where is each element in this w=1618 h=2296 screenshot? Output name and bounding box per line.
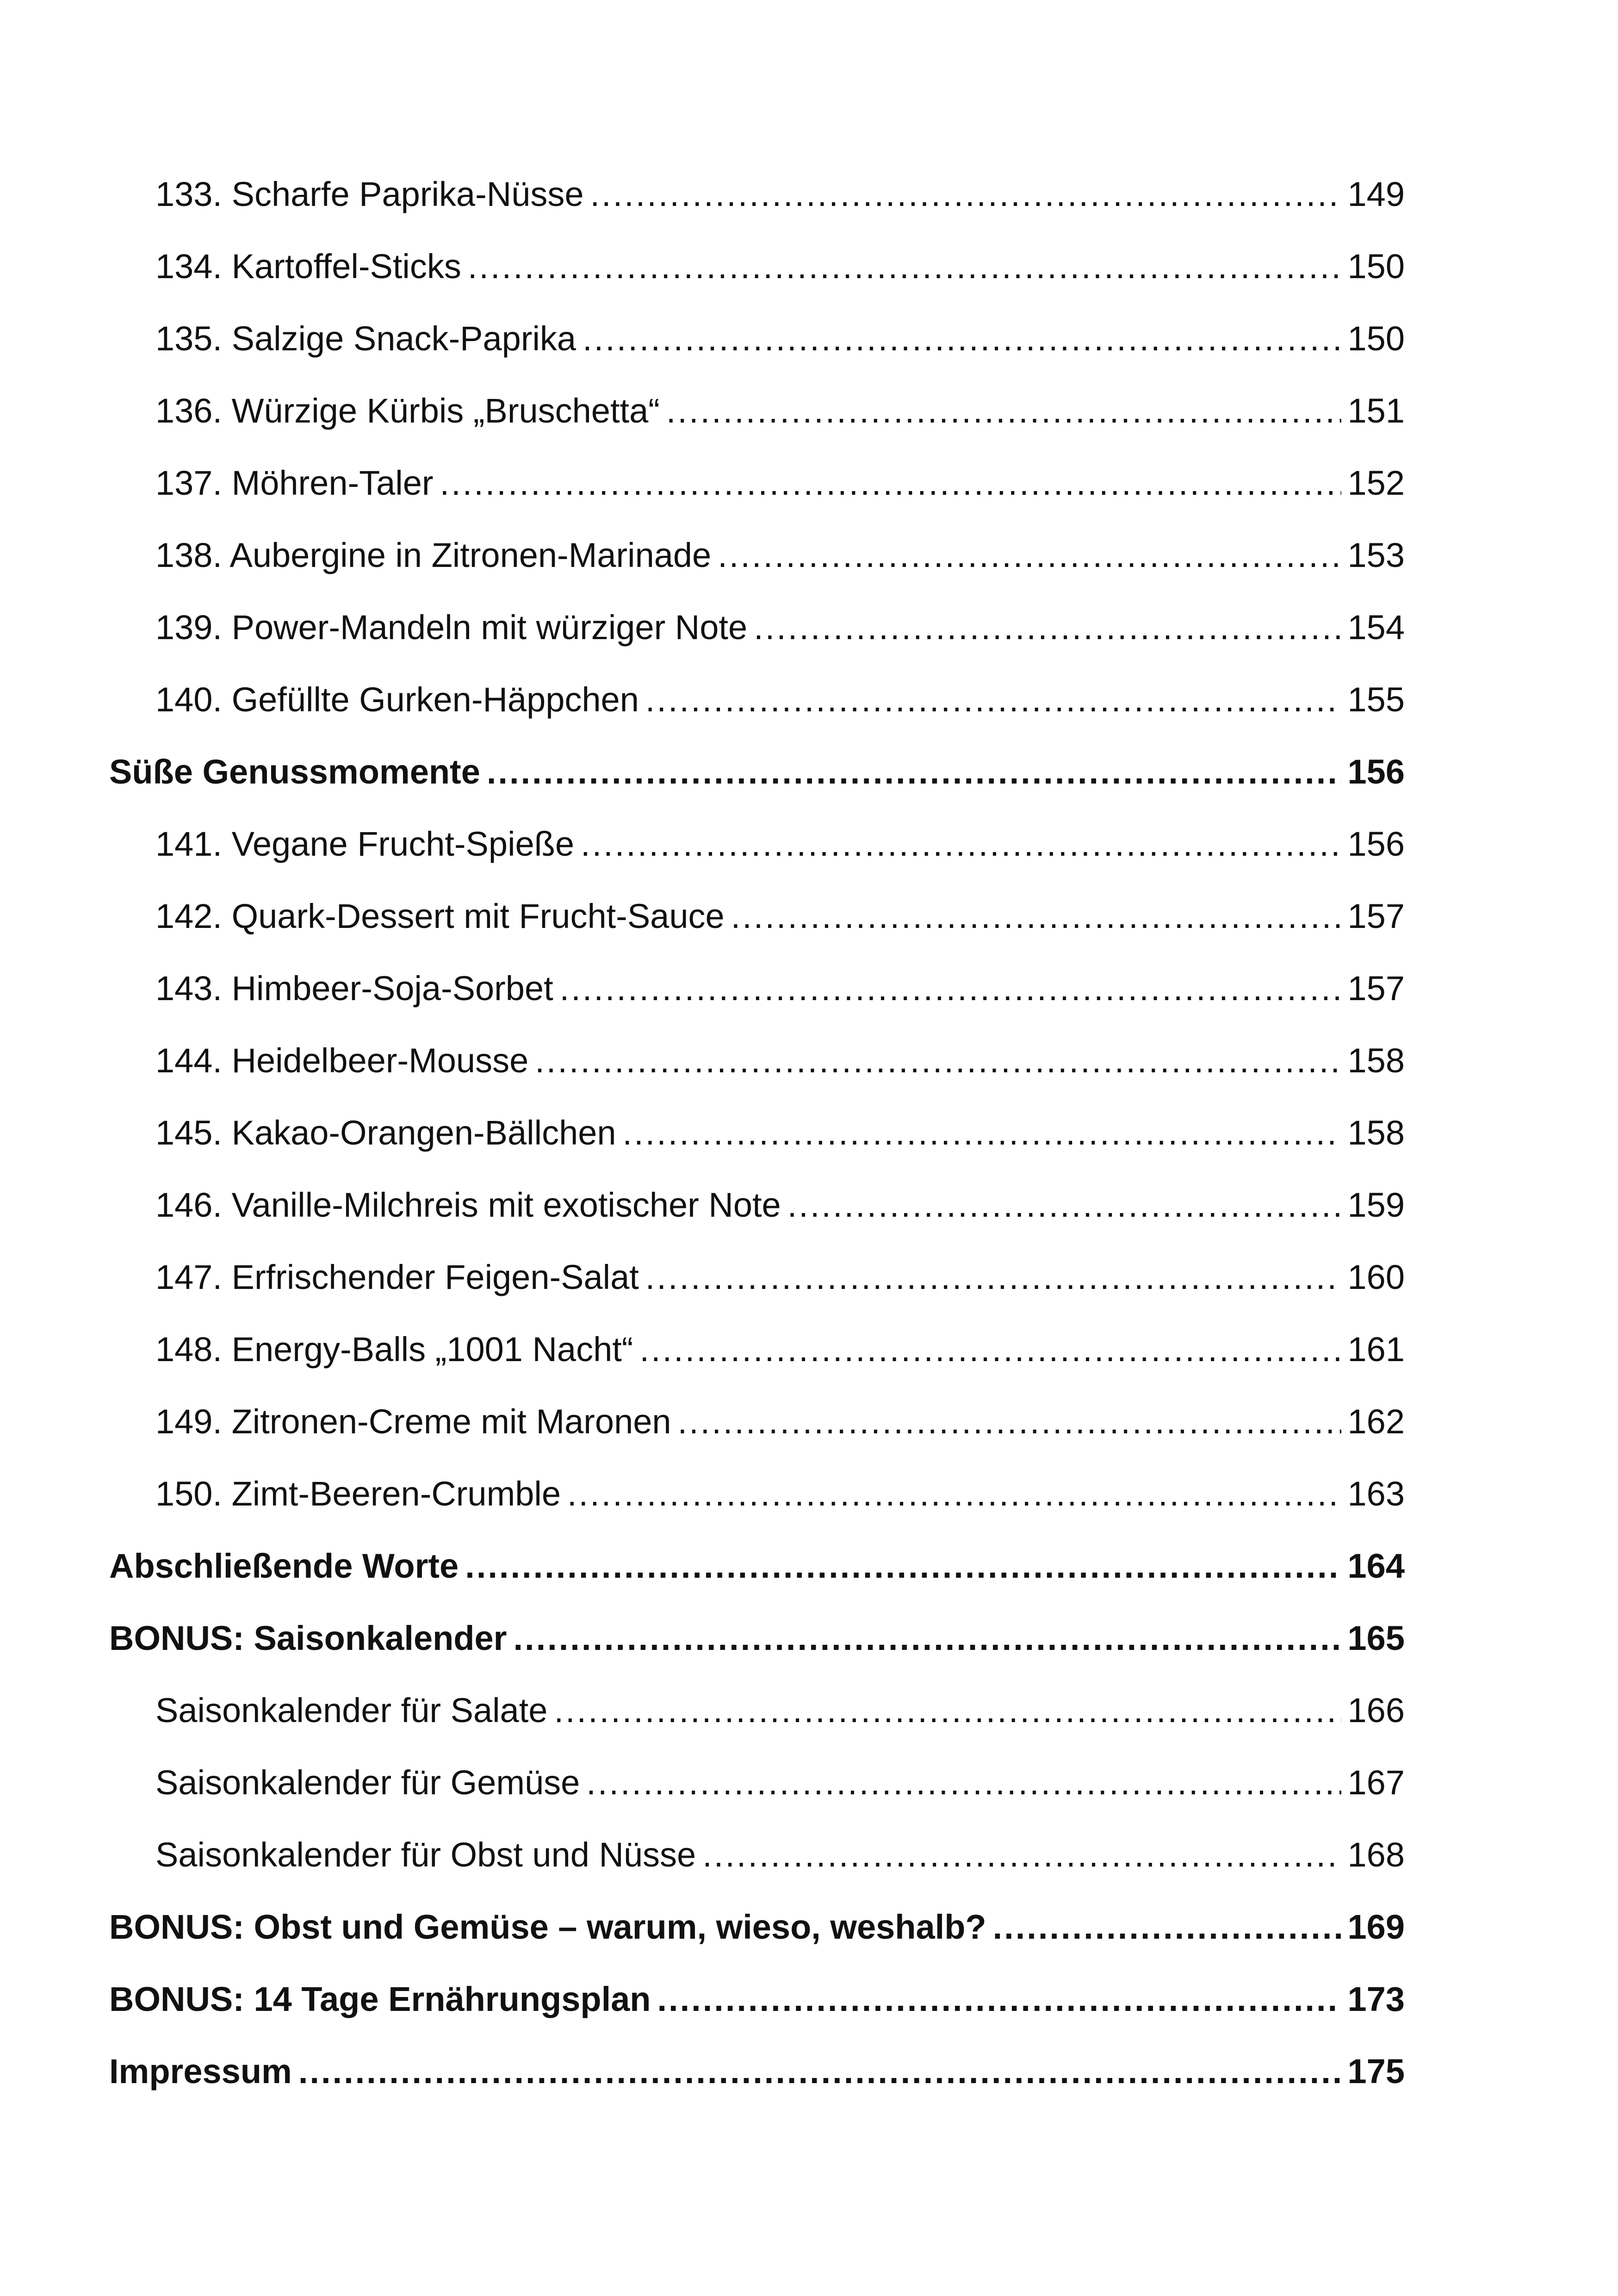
- toc-dot-leader: [678, 1386, 1341, 1458]
- toc-entry[interactable]: [109, 158, 1405, 230]
- toc-chapter-entry[interactable]: [109, 1530, 1405, 1602]
- toc-entry-page-number: 152: [1347, 464, 1405, 502]
- toc-entry-title: 135. Salzige Snack-Paprika: [155, 319, 577, 358]
- toc-dot-leader: [590, 158, 1341, 230]
- toc-entry-title: 138. Aubergine in Zitronen-Marinade: [155, 536, 712, 574]
- toc-entry[interactable]: [109, 1819, 1405, 1891]
- toc-dot-leader: [623, 1097, 1341, 1169]
- toc-entry-page-number: 150: [1347, 247, 1405, 286]
- toc-chapter-entry[interactable]: [109, 1963, 1405, 2035]
- toc-entry-title: BONUS: 14 Tage Ernährungsplan: [109, 1980, 651, 2018]
- toc-dot-leader: [754, 591, 1341, 664]
- toc-entry[interactable]: [109, 1674, 1405, 1747]
- toc-entry-page-number: 158: [1347, 1041, 1405, 1080]
- toc-entry-page-number: 163: [1347, 1475, 1405, 1513]
- toc-entry[interactable]: [109, 447, 1405, 519]
- toc-dot-leader: [586, 1747, 1341, 1819]
- toc-dot-leader: [567, 1458, 1341, 1530]
- toc-dot-leader: [554, 1674, 1341, 1747]
- toc-entry-title: 137. Möhren-Taler: [155, 464, 434, 502]
- toc-entry-page-number: 173: [1347, 1980, 1405, 2018]
- toc-dot-leader: [993, 1891, 1341, 1963]
- toc-entry-page-number: 151: [1347, 392, 1405, 430]
- toc-entry[interactable]: [109, 303, 1405, 375]
- toc-chapter-entry[interactable]: [109, 736, 1405, 808]
- toc-entry-page-number: 156: [1347, 825, 1405, 863]
- toc-entry-page-number: 160: [1347, 1258, 1405, 1296]
- toc-entry-title: 139. Power-Mandeln mit würziger Note: [155, 608, 748, 647]
- toc-entry-page-number: 161: [1347, 1330, 1405, 1369]
- toc-entry[interactable]: [109, 1386, 1405, 1458]
- toc-entry-title: 144. Heidelbeer-Mousse: [155, 1041, 529, 1080]
- toc-dot-leader: [731, 880, 1341, 952]
- toc-dot-leader: [645, 1241, 1341, 1313]
- toc-entry-title: Saisonkalender für Gemüse: [155, 1763, 580, 1802]
- toc-entry[interactable]: [109, 1313, 1405, 1386]
- toc-entry-title: 142. Quark-Dessert mit Frucht-Sauce: [155, 897, 725, 935]
- toc-entry-title: 134. Kartoffel-Sticks: [155, 247, 461, 286]
- toc-dot-leader: [787, 1169, 1341, 1241]
- toc-dot-leader: [581, 808, 1341, 880]
- toc-entry[interactable]: [109, 880, 1405, 952]
- toc-dot-leader: [468, 230, 1341, 303]
- toc-entry-page-number: 155: [1347, 680, 1405, 719]
- toc-entry-title: Abschließende Worte: [109, 1547, 459, 1585]
- toc-entry-page-number: 149: [1347, 175, 1405, 213]
- toc-entry-page-number: 159: [1347, 1186, 1405, 1224]
- toc-entry[interactable]: [109, 664, 1405, 736]
- toc-dot-leader: [535, 1025, 1341, 1097]
- toc-entry-page-number: 157: [1347, 897, 1405, 935]
- toc-entry[interactable]: [109, 230, 1405, 303]
- toc-entry[interactable]: [109, 1458, 1405, 1530]
- toc-entry-title: 136. Würzige Kürbis „Bruschetta“: [155, 392, 660, 430]
- toc-entry[interactable]: [109, 591, 1405, 664]
- toc-dot-leader: [639, 1313, 1341, 1386]
- toc-entry[interactable]: [109, 1025, 1405, 1097]
- toc-dot-leader: [487, 736, 1341, 808]
- toc-entry-page-number: 154: [1347, 608, 1405, 647]
- toc-entry[interactable]: [109, 1747, 1405, 1819]
- toc-dot-leader: [440, 447, 1341, 519]
- toc-entry[interactable]: [109, 1169, 1405, 1241]
- toc-entry-title: 149. Zitronen-Creme mit Maronen: [155, 1402, 671, 1441]
- toc-entry[interactable]: [109, 952, 1405, 1025]
- toc-entry-title: 146. Vanille-Milchreis mit exotischer Note: [155, 1186, 781, 1224]
- toc-entry-title: Saisonkalender für Salate: [155, 1691, 548, 1730]
- toc-entry-page-number: 166: [1347, 1691, 1405, 1730]
- toc-entry-title: 143. Himbeer-Soja-Sorbet: [155, 969, 553, 1008]
- toc-dot-leader: [583, 303, 1341, 375]
- toc-chapter-entry[interactable]: [109, 1891, 1405, 1963]
- toc-dot-leader: [298, 2035, 1341, 2108]
- toc-entry-title: Impressum: [109, 2052, 292, 2091]
- toc-dot-leader: [513, 1602, 1341, 1674]
- toc-entry[interactable]: [109, 808, 1405, 880]
- toc-entry-title: 133. Scharfe Paprika-Nüsse: [155, 175, 584, 213]
- toc-entry-title: 148. Energy-Balls „1001 Nacht“: [155, 1330, 633, 1369]
- toc-dot-leader: [666, 375, 1341, 447]
- toc-entry-title: Süße Genussmomente: [109, 753, 480, 791]
- toc-dot-leader: [718, 519, 1341, 591]
- toc-entry-page-number: 167: [1347, 1763, 1405, 1802]
- toc-dot-leader: [645, 664, 1341, 736]
- toc-entry-title: 150. Zimt-Beeren-Crumble: [155, 1475, 561, 1513]
- toc-dot-leader: [657, 1963, 1341, 2035]
- toc-entry-title: BONUS: Saisonkalender: [109, 1619, 507, 1657]
- toc-entry-page-number: 158: [1347, 1114, 1405, 1152]
- table-of-contents: [109, 158, 1405, 2108]
- toc-dot-leader: [702, 1819, 1341, 1891]
- toc-entry-title: 145. Kakao-Orangen-Bällchen: [155, 1114, 616, 1152]
- toc-entry[interactable]: [109, 1241, 1405, 1313]
- toc-entry-page-number: 168: [1347, 1836, 1405, 1874]
- toc-entry-title: Saisonkalender für Obst und Nüsse: [155, 1836, 696, 1874]
- toc-entry-title: 141. Vegane Frucht-Spieße: [155, 825, 575, 863]
- toc-dot-leader: [560, 952, 1341, 1025]
- toc-entry[interactable]: [109, 519, 1405, 591]
- toc-entry-page-number: 153: [1347, 536, 1405, 574]
- toc-entry-title: 140. Gefüllte Gurken-Häppchen: [155, 680, 639, 719]
- toc-chapter-entry[interactable]: [109, 2035, 1405, 2108]
- toc-chapter-entry[interactable]: [109, 1602, 1405, 1674]
- toc-entry[interactable]: [109, 1097, 1405, 1169]
- toc-entry-page-number: 169: [1347, 1908, 1405, 1946]
- toc-entry-page-number: 157: [1347, 969, 1405, 1008]
- toc-entry-page-number: 164: [1347, 1547, 1405, 1585]
- toc-entry-page-number: 156: [1347, 753, 1405, 791]
- toc-entry[interactable]: [109, 375, 1405, 447]
- toc-entry-page-number: 165: [1347, 1619, 1405, 1657]
- toc-entry-page-number: 150: [1347, 319, 1405, 358]
- toc-dot-leader: [465, 1530, 1341, 1602]
- toc-entry-title: 147. Erfrischender Feigen-Salat: [155, 1258, 639, 1296]
- toc-entry-title: BONUS: Obst und Gemüse – warum, wieso, weshalb?: [109, 1908, 986, 1946]
- toc-entry-page-number: 162: [1347, 1402, 1405, 1441]
- toc-entry-page-number: 175: [1347, 2052, 1405, 2091]
